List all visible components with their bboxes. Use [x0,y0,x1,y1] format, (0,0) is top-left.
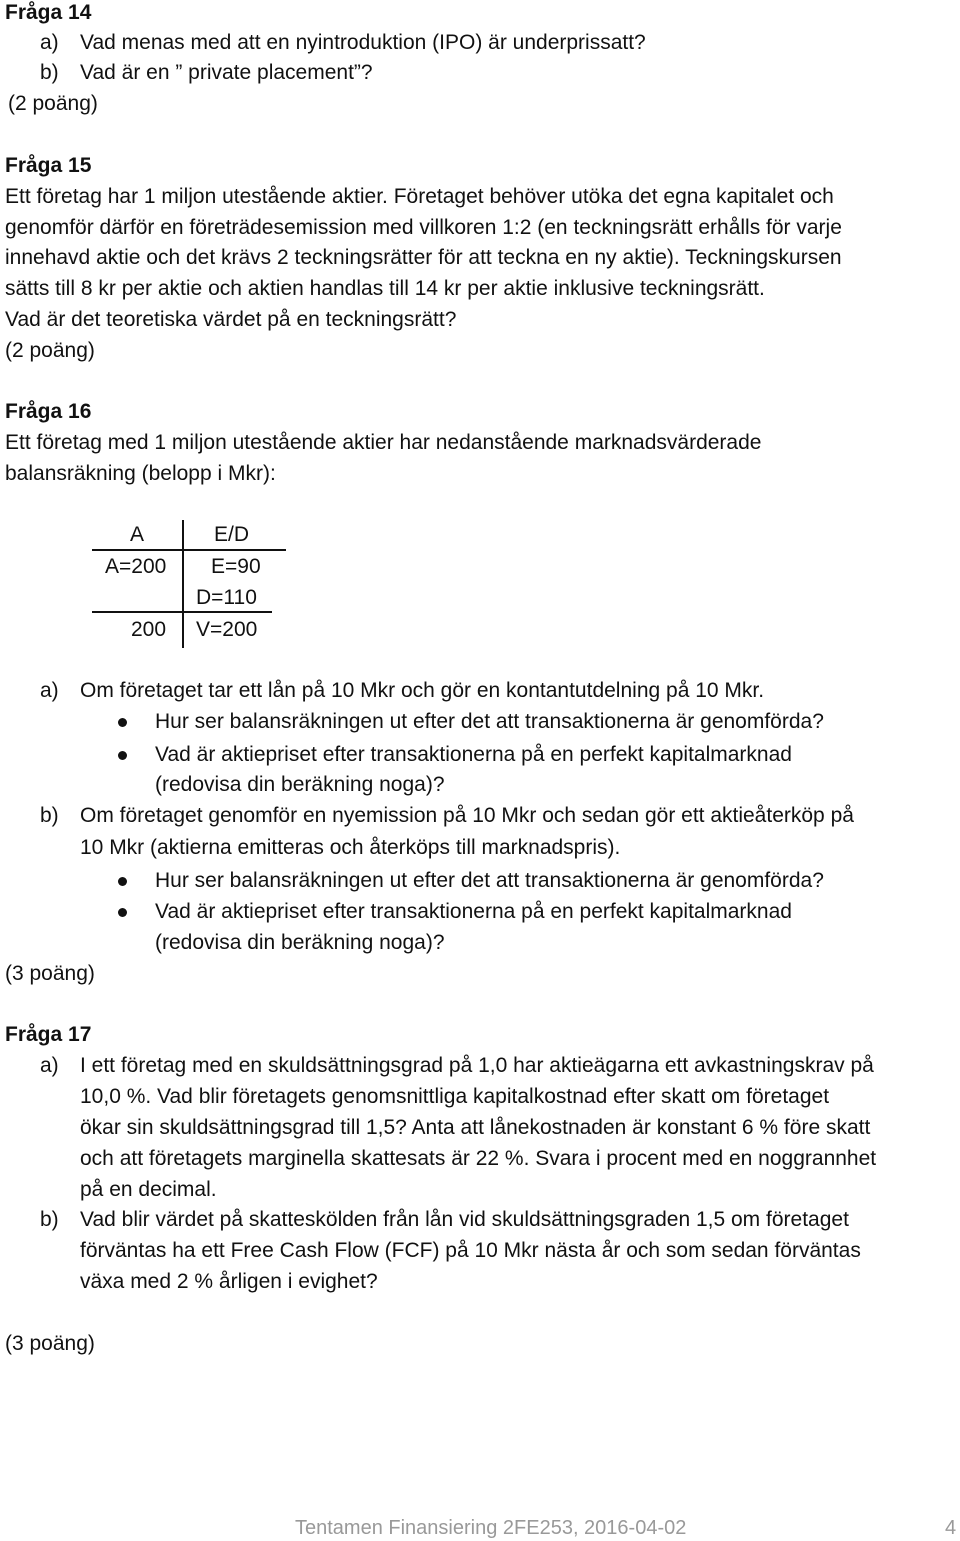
q15-line: Ett företag har 1 miljon utestående aktier. Företaget behöver utöka det egna kapitalet och [5,185,834,208]
q14-title: Fråga 14 [5,1,92,24]
q16-a-text: Om företaget tar ett lån på 10 Mkr och gör en kontantutdelning på 10 Mkr. [80,679,765,702]
bs-a-value: A=200 [105,555,167,578]
q17-title: Fråga 17 [5,1023,92,1046]
q15-line: sätts till 8 kr per aktie och aktien handlas till 14 kr per aktie inklusive teckningsrätt. [5,277,765,300]
q16-b-text-cont: 10 Mkr (aktierna emitteras och återköps till marknadspris). [80,836,621,859]
q17-item-a [0,1053,960,1079]
q17-a-line: 10,0 %. Vad blir företagets genomsnittliga kapitalkostnad efter skatt om företaget [80,1085,830,1108]
page-footer: Tentamen Finansiering 2FE253, 2016-04-02 [295,1517,687,1539]
q15-line: genomför därför en företrädesemission med villkoren 1:2 (en teckningsrätt erhålls för varje [5,216,842,239]
bs-total-a: 200 [131,618,167,641]
q17-a-line: ökar sin skuldsättningsgrad till 1,5? Anta att lånekostnaden är konstant 6 % före skatt [80,1116,871,1139]
q17-item-b [0,1207,960,1233]
bullet-text: Vad är aktiepriset efter transaktionerna på en perfekt kapitalmarknad [155,743,792,766]
q16-line: balansräkning (belopp i Mkr): [5,462,276,485]
bs-d-value: D=110 [196,586,257,609]
q14-a-text: Vad menas med att en nyintroduktion (IPO) är underprissatt? [80,31,646,54]
q17-a-line: och att företagets marginella skattesats är 22 %. Svara i procent med en noggrannhet [80,1147,877,1170]
q17-b-line: växa med 2 % årligen i evighet? [80,1270,378,1293]
bullet-dot-icon [118,877,127,886]
bullet-text: Vad är aktiepriset efter transaktionerna på en perfekt kapitalmarknad [155,900,792,923]
q17-b-text: Vad blir värdet på skatteskölden från lån vid skuldsättningsgraden 1,5 om företaget [80,1208,849,1231]
q15-line: innehavd aktie och det krävs 2 teckningsrätter för att teckna en ny aktie). Teckningskursen [5,246,842,269]
q17-a-label: a) [40,1054,59,1077]
q14-a-label: a) [40,31,59,54]
bs-head-ed: E/D [214,523,250,546]
q14-b-text: Vad är en ” private placement”? [80,61,373,84]
q17-a-line: på en decimal. [80,1178,217,1201]
q14-points: (2 poäng) [8,92,98,115]
q16-item-a [0,678,960,704]
q17-a-text: I ett företag med en skuldsättningsgrad på 1,0 har aktieägarna ett avkastningskrav på [80,1054,874,1077]
bullet-dot-icon [118,751,127,760]
bullet-dot-icon [118,908,127,917]
bullet-dot-icon [118,718,127,727]
q16-title: Fråga 16 [5,400,92,423]
q16-item-b [0,803,960,829]
q15-line: Vad är det teoretiska värdet på en teckningsrätt? [5,308,457,331]
q15-points: (2 poäng) [5,339,95,362]
q16-b-label: b) [40,804,59,827]
bs-top-rule [92,549,286,551]
bullet-text-cont: (redovisa din beräkning noga)? [155,931,445,954]
q17-points: (3 poäng) [5,1332,95,1355]
q17-b-label: b) [40,1208,59,1231]
bs-e-value: E=90 [211,555,261,578]
bs-vertical-rule [182,520,184,648]
bullet-text: Hur ser balansräkningen ut efter det att transaktionerna är genomförda? [155,869,824,892]
q16-b-bullet-2 [0,899,960,925]
q16-points: (3 poäng) [5,962,95,985]
q14-b-label: b) [40,61,59,84]
q16-a-label: a) [40,679,59,702]
q16-line: Ett företag med 1 miljon utestående aktier har nedanstående marknadsvärderade [5,431,762,454]
q14-item-a [0,30,960,56]
q17-b-line: förväntas ha ett Free Cash Flow (FCF) på 10 Mkr nästa år och som sedan förväntas [80,1239,861,1262]
q16-b-bullet-1 [0,868,960,894]
q16-a-bullet-2 [0,742,960,768]
q16-b-text: Om företaget genomför en nyemission på 10 Mkr och sedan gör ett aktieåterköp på [80,804,854,827]
q14-item-b [0,60,960,86]
bullet-text-cont: (redovisa din beräkning noga)? [155,773,445,796]
bs-total-v: V=200 [196,618,258,641]
bullet-text: Hur ser balansräkningen ut efter det att transaktionerna är genomförda? [155,710,824,733]
q15-title: Fråga 15 [5,154,92,177]
page-number: 4 [945,1517,957,1539]
bs-head-a: A [130,523,145,546]
q16-a-bullet-1 [0,709,960,735]
